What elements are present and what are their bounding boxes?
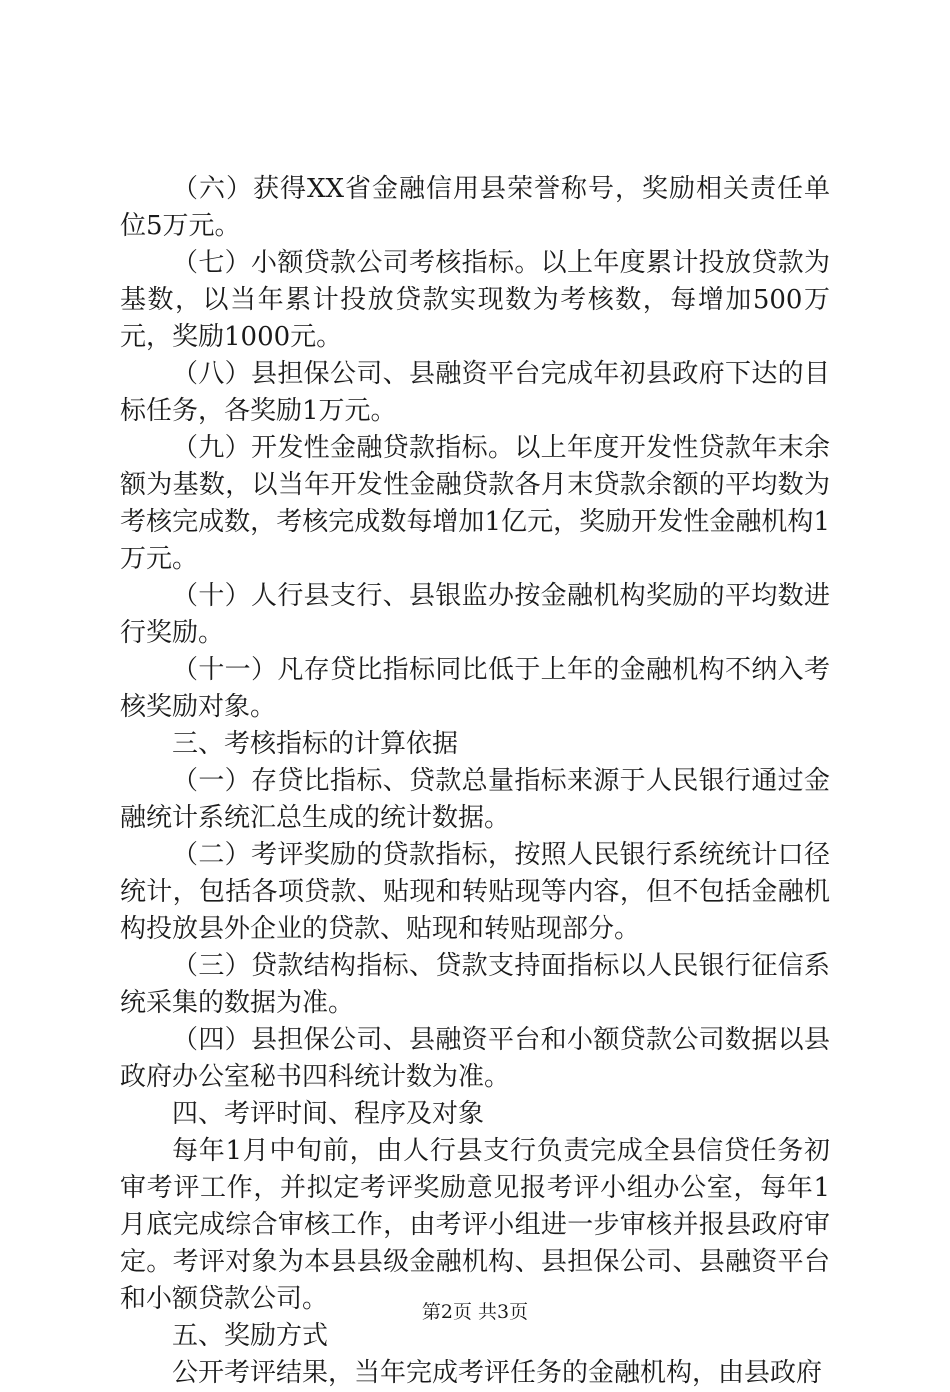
- paragraph-item-9: （九）开发性金融贷款指标。以上年度开发性贷款年末余额为基数，以当年开发性金融贷款各月末贷款余额的平均数为考核完成数，考核完成数每增加1亿元，奖励开发性金融机构1万元。: [120, 433, 830, 574]
- paragraph-basis-2: （二）考评奖励的贷款指标，按照人民银行系统统计口径统计，包括各项贷款、贴现和转贴现等内容，但不包括金融机构投放县外企业的贷款、贴现和转贴现部分。: [120, 840, 830, 944]
- section-heading-4: 四、考评时间、程序及对象: [172, 1099, 485, 1129]
- paragraph-item-6: （六）获得XX省金融信用县荣誉称号，奖励相关责任单位5万元。: [120, 174, 830, 241]
- section-heading-3: 三、考核指标的计算依据: [172, 729, 459, 759]
- paragraph-item-8: （八）县担保公司、县融资平台完成年初县政府下达的目标任务，各奖励1万元。: [120, 359, 830, 426]
- paragraph-basis-4: （四）县担保公司、县融资平台和小额贷款公司数据以县政府办公室秘书四科统计数为准。: [120, 1025, 830, 1092]
- page-number: 第2页 共3页: [421, 1301, 529, 1323]
- paragraph-item-11: （十一）凡存贷比指标同比低于上年的金融机构不纳入考核奖励对象。: [120, 655, 830, 722]
- page-footer: [0, 1300, 950, 1324]
- document-body: [120, 171, 830, 1392]
- paragraph-item-7: （七）小额贷款公司考核指标。以上年度累计投放贷款为基数，以当年累计投放贷款实现数为考核数，每增加500万元，奖励1000元。: [120, 248, 830, 352]
- paragraph-basis-1: （一）存贷比指标、贷款总量指标来源于人民银行通过金融统计系统汇总生成的统计数据。: [120, 766, 830, 833]
- section-heading-5: 五、奖励方式: [172, 1321, 329, 1351]
- paragraph-basis-3: （三）贷款结构指标、贷款支持面指标以人民银行征信系统采集的数据为准。: [120, 951, 830, 1018]
- paragraph-reward-method: 公开考评结果，当年完成考评任务的金融机构，由县政府: [172, 1358, 823, 1388]
- paragraph-item-10: （十）人行县支行、县银监办按金融机构奖励的平均数进行奖励。: [120, 581, 830, 648]
- paragraph-schedule: 每年1月中旬前，由人行县支行负责完成全县信贷任务初审考评工作，并拟定考评奖励意见报考评小组办公室，每年1月底完成综合审核工作，由考评小组进一步审核并报县政府审定。考评对象为本县县级金融机构、县担保公司、县融资平台和小额贷款公司。: [120, 1136, 830, 1314]
